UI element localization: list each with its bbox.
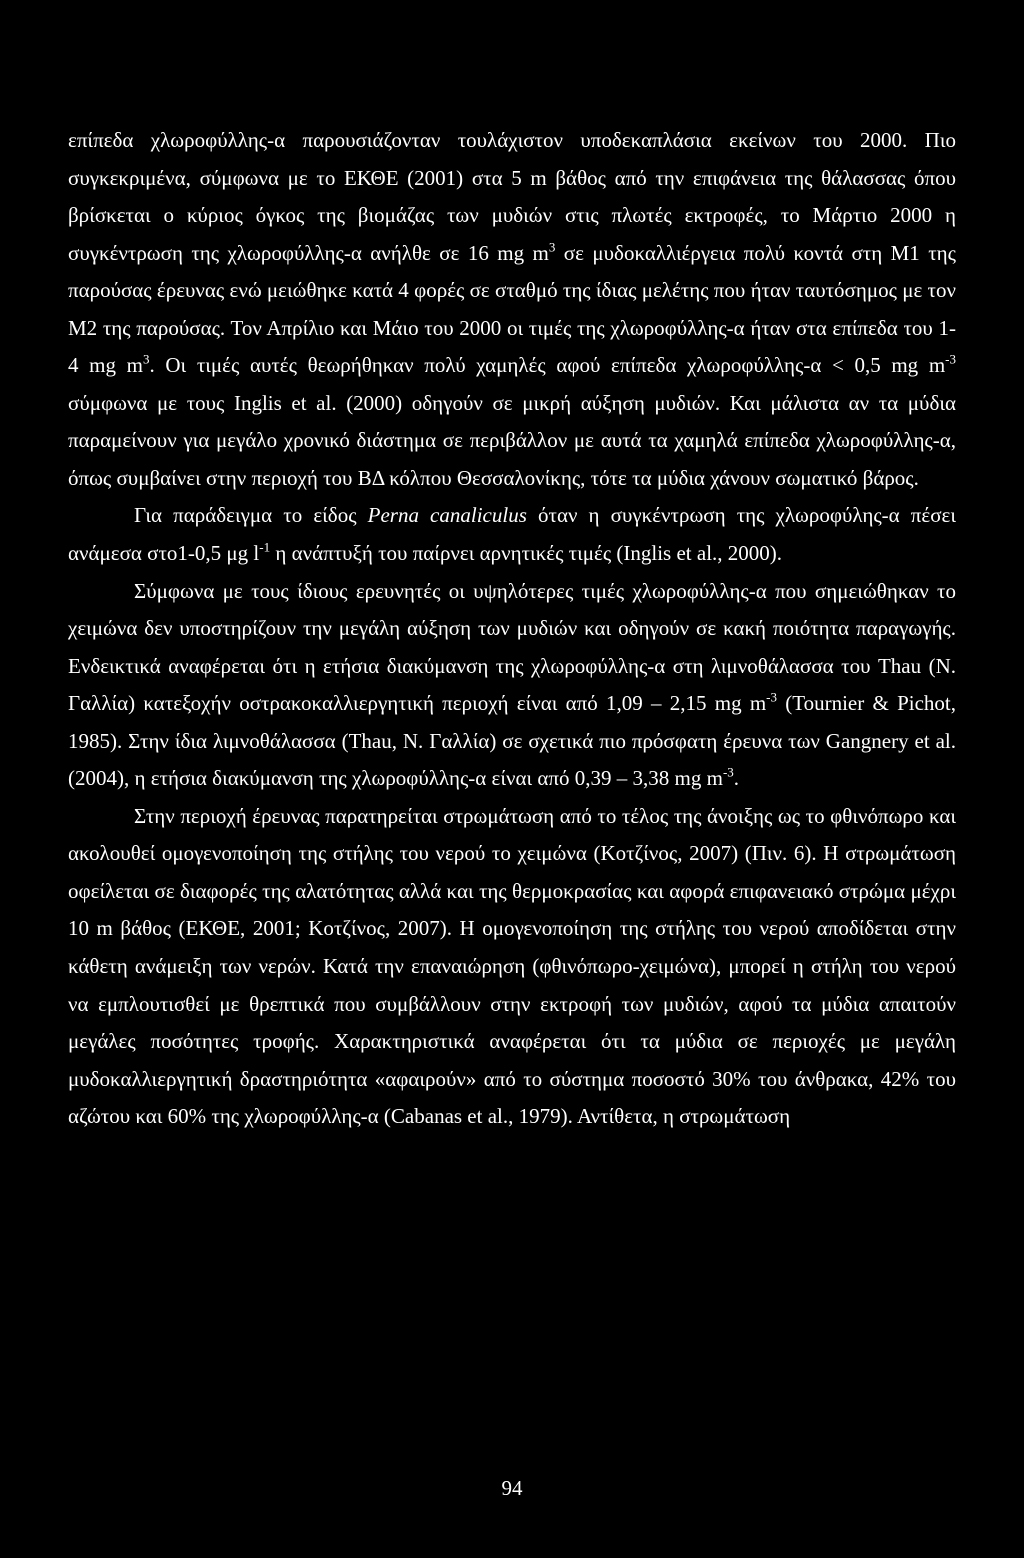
superscript: 3 bbox=[142, 351, 150, 367]
paragraph bbox=[68, 573, 956, 798]
paragraph bbox=[68, 122, 956, 497]
text-run: . bbox=[733, 766, 740, 791]
text-run: όταν η συγκέντρωση της χλωροφύλης-α πέσει ανάμεσα στο1-0,5 μg l bbox=[68, 503, 956, 566]
superscript: -1 bbox=[259, 539, 271, 555]
species-name: Perna canaliculus bbox=[367, 503, 527, 528]
superscript: -3 bbox=[722, 764, 734, 780]
text-run: (Tournier & Pichot, 1985). Στην ίδια λιμνοθάλασσα (Thau, Ν. Γαλλία) σε σχετικά πιο πρόσφατη έρευνα των Gangnery et al. (2004), η ετήσια διακύμανση της χλωροφύλλης-α είναι από 0,39 – 3,38 mg m bbox=[68, 691, 956, 791]
text-run: σύμφωνα με τους Inglis et al. (2000) οδηγούν σε μικρή αύξηση μυδιών. Και μάλιστα αν τα μύδια παραμείνουν για μεγάλο χρονικό διάστημα σε περιβάλλον με αυτά τα χαμηλά επίπεδα χλωροφύλλης-α, όπως συμβαίνει στην περιοχή του ΒΔ κόλπου Θεσσαλονίκης, τότε τα μύδια χάνουν σωματικό βάρος. bbox=[68, 390, 956, 490]
body-text bbox=[68, 122, 956, 1136]
text-run: . Οι τιμές αυτές θεωρήθηκαν πολύ χαμηλές αφού επίπεδα χλωροφύλλης-α < 0,5 mg m bbox=[149, 353, 946, 378]
text-run: Σύμφωνα με τους ίδιους ερευνητές οι υψηλότερες τιμές χλωροφύλλης-α που σημειώθηκαν το χειμώνα δεν υποστηρίζουν την μεγάλη αύξηση των μυδιών και οδηγούν σε κακή ποιότητα παραγωγής. Ενδεικτικά αναφέρεται ότι η ετήσια διακύμανση της χλωροφύλλης-α στη λιμνοθάλασσα του Thau (Ν. Γαλλία) κατεξοχήν οστρακοκαλλιεργητική περιοχή είναι από 1,09 – 2,15 mg m bbox=[68, 578, 956, 716]
text-run: Για παράδειγμα το είδος bbox=[134, 503, 368, 528]
paragraph bbox=[68, 497, 956, 572]
superscript: -3 bbox=[766, 689, 777, 705]
superscript: 3 bbox=[548, 239, 556, 255]
text-run: η ανάπτυξή του παίρνει αρνητικές τιμές (Inglis et al., 2000). bbox=[270, 541, 783, 566]
text-run: Στην περιοχή έρευνας παρατηρείται στρωμάτωση από το τέλος της άνοιξης ως το φθινόπωρο και ακολουθεί ομογενοποίηση της στήλης του νερού το χειμώνα (Κοτζίνος, 2007) (Πιν. 6). Η στρωμάτωση οφείλεται σε διαφορές της αλατότητας αλλά και της θερμοκρασίας και αφορά επιφανειακό στρώμα μέχρι 10 m βάθος (ΕΚΘΕ, 2001; Κοτζίνος, 2007). Η ομογενοποίηση της στήλης του νερού αποδίδεται στην κάθετη ανάμειξη των νερών. Κατά την επαναιώρηση (φθινόπωρο-χειμώνα), μπορεί η στήλη του νερού να εμπλουτισθεί με θρεπτικά που συμβάλλουν στην εκτροφή των μυδιών, αφού τα μύδια απαιτούν μεγάλες ποσότητες τροφής. Χαρακτηριστικά αναφέρεται ότι τα μύδια σε περιοχές με μεγάλη μυδοκαλλιεργητική δραστηριότητα «αφαιρούν» από το σύστημα ποσοστό 30% του άνθρακα, 42% του αζώτου και 60% της χλωροφύλλης-α (Cabanas et al., 1979). Αντίθετα, η στρωμάτωση bbox=[68, 803, 956, 1129]
superscript: -3 bbox=[945, 351, 957, 367]
page-number: 94 bbox=[501, 1476, 523, 1500]
paragraph bbox=[68, 798, 956, 1136]
text-run: σε μυδοκαλλιέργεια πολύ κοντά στη Μ1 της παρούσας έρευνας ενώ μειώθηκε κατά 4 φορές σε σταθμό της ίδιας μελέτης που ήταν ταυτόσημος με τον Μ2 της παρούσας. Τον Απρίλιο και Μάιο του 2000 οι τιμές της χλωροφύλλης-α ήταν στα επίπεδα του 1-4 mg m bbox=[68, 240, 956, 378]
text-run: επίπεδα χλωροφύλλης-α παρουσιάζονταν τουλάχιστον υποδεκαπλάσια εκείνων του 2000. Πιο συγκεκριμένα, σύμφωνα με το ΕΚΘΕ (2001) στα 5 m βάθος από την επιφάνεια της θάλασσας όπου βρίσκεται ο κύριος όγκος της βιομάζας των μυδιών στις πλωτές εκτροφές, το Μάρτιο 2000 η συγκέντρωση της χλωροφύλλης-α ανήλθε σε 16 mg m bbox=[68, 128, 956, 265]
